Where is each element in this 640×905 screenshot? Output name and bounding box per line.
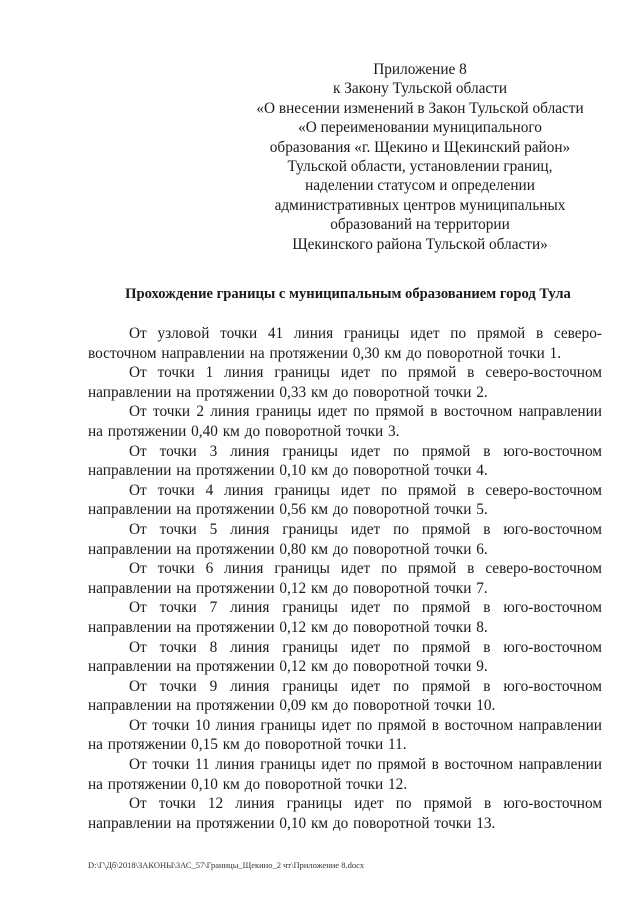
file-path-footer: D:\Г\Дб\2018\ЗАКОНЫ\ЗАС_57\Границы_Щекино_2 чт\Приложение 8.docx: [88, 860, 365, 870]
body-paragraph: От точки 11 линия границы идет по прямой в восточном направлении на протяжении 0,10 км до поворотной точки 12.: [88, 756, 602, 793]
annex-line: Щекинского района Тульской области»: [292, 235, 548, 253]
annex-line: образования «г. Щекино и Щекинский район»: [269, 138, 571, 156]
annex-line: Тульской области, установлении границ,: [287, 158, 553, 176]
body-paragraph: От точки 10 линия границы идет по прямой в восточном направлении на протяжении 0,15 км до поворотной точки 11.: [88, 716, 602, 754]
annex-line: к Закону Тульской области: [332, 80, 508, 98]
body-paragraph: От точки 7 линия границы идет по прямой в юго-восточном направлении на протяжении 0,12 км до поворотной точки 8.: [88, 599, 602, 636]
body-paragraph: От точки 1 линия границы идет по прямой в северо-восточном направлении на протяжении 0,33 км до поворотной точки 2.: [88, 364, 602, 401]
body-paragraph: От точки 2 линия границы идет по прямой в восточном направлении на протяжении 0,40 км до поворотной точки 3.: [88, 403, 602, 440]
annex-line: образований на территории: [330, 216, 510, 234]
body-paragraph: От точки 12 линия границы идет по прямой в юго-восточном направлении на протяжении 0,10 км до поворотной точки 13.: [88, 795, 602, 832]
annex-line: наделении статусом и определении: [305, 177, 535, 195]
annex-line: Приложение 8: [373, 61, 467, 78]
annex-line: административных центров муниципальных: [274, 196, 566, 214]
body-paragraph: От узловой точки 41 линия границы идет по прямой в северо-восточном направлении на протяжении 0,30 км до поворотной точки 1.: [88, 325, 602, 362]
body-paragraph: От точки 6 линия границы идет по прямой в северо-восточном направлении на протяжении 0,12 км до поворотной точки 7.: [88, 560, 602, 597]
annex-line: «О внесении изменений в Закон Тульской области: [256, 99, 584, 117]
body-paragraph: От точки 3 линия границы идет по прямой в юго-восточном направлении на протяжении 0,10 км до поворотной точки 4.: [88, 442, 602, 480]
annex-header: [240, 60, 600, 254]
body-paragraph: От точки 9 линия границы идет по прямой в юго-восточном направлении на протяжении 0,09 км до поворотной точки 10.: [88, 677, 602, 715]
document-title: Прохождение границы с муниципальным образованием город Тула: [125, 286, 571, 302]
body-paragraph: От точки 4 линия границы идет по прямой в северо-восточном направлении на протяжении 0,56 км до поворотной точки 5.: [88, 481, 602, 519]
annex-line: «О переименовании муниципального: [298, 119, 542, 137]
document-body: [88, 324, 602, 833]
body-paragraph: От точки 5 линия границы идет по прямой в юго-восточном направлении на протяжении 0,80 км до поворотной точки 6.: [88, 520, 602, 558]
body-paragraph: От точки 8 линия границы идет по прямой в юго-восточном направлении на протяжении 0,12 км до поворотной точки 9.: [88, 638, 602, 676]
